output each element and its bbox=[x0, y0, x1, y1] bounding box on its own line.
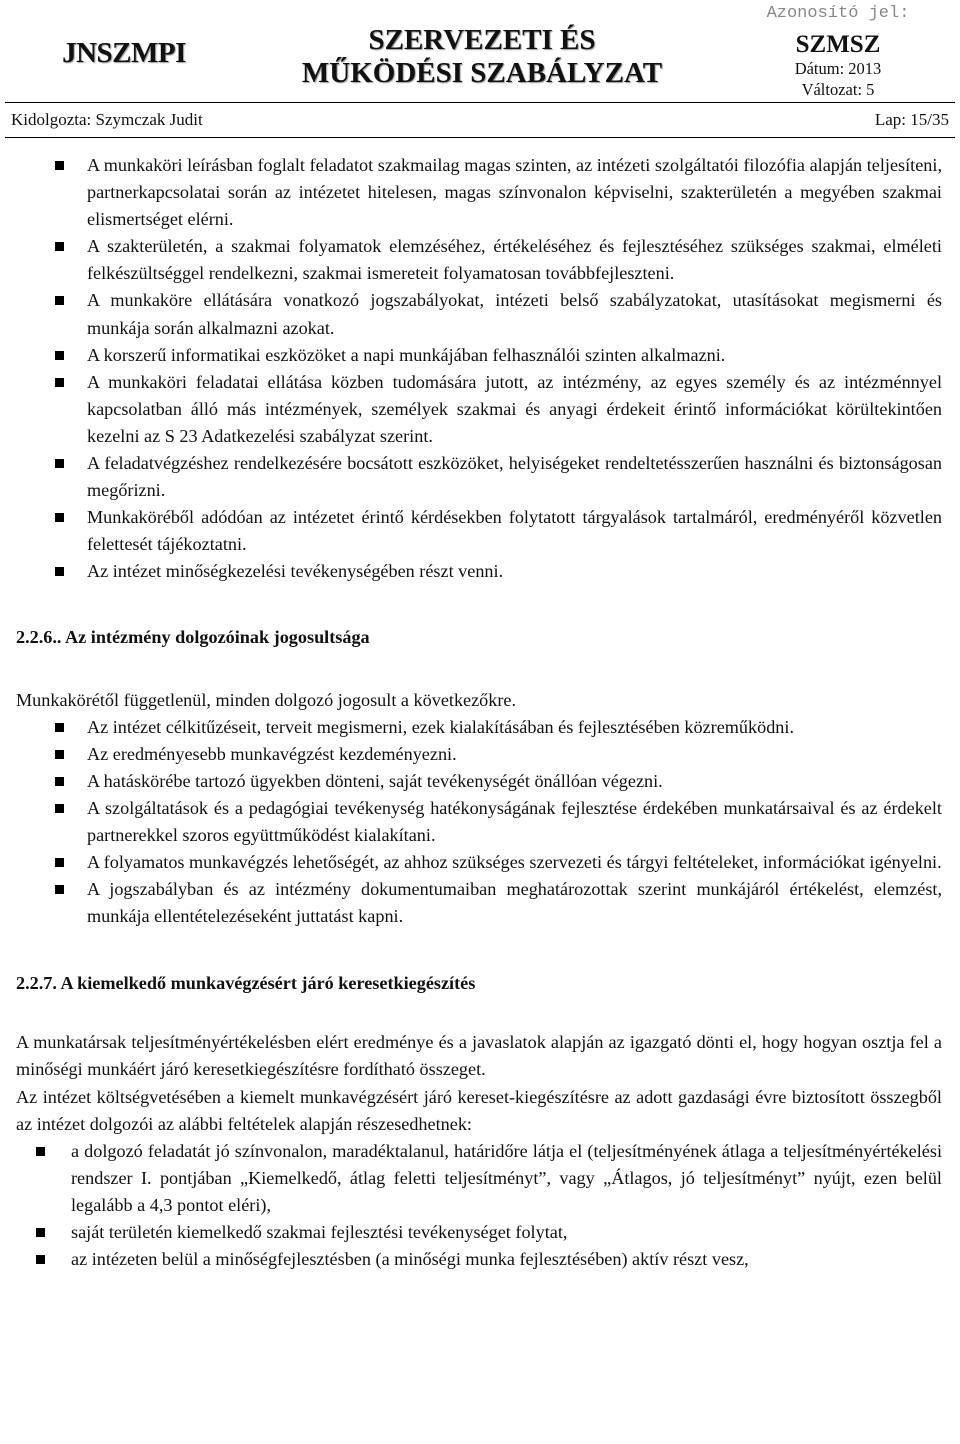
document-version: Változat: 5 bbox=[801, 79, 875, 99]
list-item: Az intézet minőségkezelési tevékenységében részt venni. bbox=[16, 558, 942, 585]
page-number: Lap: 15/35 bbox=[874, 110, 949, 129]
section-heading-rights: 2.2.6.. Az intézmény dolgozóinak jogosultsága bbox=[16, 626, 370, 647]
section-heading-bonus: 2.2.7. A kiemelkedő munkavégzésért járó keresetkiegészítés bbox=[16, 973, 476, 994]
list-item: A munkaköre ellátására vonatkozó jogszabályokat, intézeti belső szabályzatokat, utasításokat megismerni és munkája során alkalmazni azokat. bbox=[16, 287, 942, 341]
duties-list bbox=[16, 152, 942, 586]
list-item: Munkaköréből adódóan az intézetet érintő kérdésekben folytatott tárgyalások tartalmáról, eredményéről közvetlen felettesét tájékoztatni. bbox=[16, 504, 942, 558]
list-item: A szakterületén, a szakmai folyamatok elemzéséhez, értékeléséhez és fejlesztéséhez szükséges szakmai, elméleti felkészültséggel rendelkezni, szakmai ismereteit folyamatosan továbbfejleszteni. bbox=[16, 233, 942, 287]
list-item: A munkaköri feladatai ellátása közben tudomására jutott, az intézmény, az egyes személy és az intézménnyel kapcsolatban álló más intézmények, személyek szakmai és anyagi érdekeit érintő információkat körültekintően kezelni az S 23 Adatkezelési szabályzat szerint. bbox=[16, 369, 942, 450]
list-item: saját területén kiemelkedő szakmai fejlesztési tevékenységet folytat, bbox=[16, 1219, 942, 1246]
header-bottom-row bbox=[5, 103, 955, 138]
header-top-row bbox=[5, 4, 955, 103]
list-item: A folyamatos munkavégzés lehetőségét, az ahhoz szükséges szervezeti és tárgyi feltételeket, információkat igényelni. bbox=[16, 849, 942, 876]
rights-list bbox=[16, 714, 942, 931]
list-item: A korszerű informatikai eszközöket a napi munkájában felhasználói szinten alkalmazni. bbox=[16, 342, 942, 369]
page-header bbox=[5, 4, 955, 138]
author-label: Kidolgozta: Szymczak Judit bbox=[11, 110, 203, 129]
document-body bbox=[16, 152, 942, 1273]
bonus-paragraph-2: Az intézet költségvetésében a kiemelt munkavégzésért járó kereset-kiegészítésre az adott gazdasági évre biztosított összegből az intézet dolgozói az alábbi feltételek alapján részesedhetnek: bbox=[16, 1086, 942, 1134]
list-item: A szolgáltatások és a pedagógiai tevékenység hatékonyságának fejlesztése érdekében munkatársaival és az érdekelt partnerekkel szoros együttműködést kialakítani. bbox=[16, 795, 942, 849]
document-title-line-1: SZERVEZETI ÉS bbox=[368, 24, 596, 56]
list-item: A munkaköri leírásban foglalt feladatot szakmailag magas szinten, az intézeti szolgáltatói filozófia alapján teljesíteni, partnerkapcsolatai során az intézetet hitelesen, magas színvonalon képviselni, szakterületén a megyében szakmai elismertséget elérni. bbox=[16, 152, 942, 233]
list-item: Az intézet célkitűzéseit, terveit megismerni, ezek kialakításában és fejlesztésében közreműködni. bbox=[16, 714, 942, 741]
document-date: Dátum: 2013 bbox=[794, 58, 882, 78]
list-item: a dolgozó feladatát jó színvonalon, maradéktalanul, határidőre látja el (teljesítményének átlaga a teljesítményértékelési rendszer I. pontjában „Kiemelkedő, átlag feletti teljesítményt”, vagy „Átlagos, jó teljesítményt” nyújt, ezen belül legalább a 4,3 pontot eléri), bbox=[16, 1138, 942, 1219]
bonus-conditions-list bbox=[16, 1138, 942, 1273]
organization-name: JNSZMPI bbox=[62, 36, 186, 69]
list-item: Az eredményesebb munkavégzést kezdeményezni. bbox=[16, 741, 942, 768]
id-label: Azonosító jel: bbox=[766, 4, 910, 23]
document-id-block bbox=[721, 4, 955, 102]
list-item: A jogszabályban és az intézmény dokumentumaiban meghatározottak szerint munkájáról értékelést, elemzést, munkája ellentételezéseként juttatást kapni. bbox=[16, 876, 942, 930]
rights-intro: Munkakörétől függetlenül, minden dolgozó jogosult a következőkre. bbox=[16, 689, 517, 710]
document-code: SZMSZ bbox=[795, 30, 881, 58]
bonus-paragraph-1: A munkatársak teljesítményértékelésben elért eredménye és a javaslatok alapján az igazgató dönti el, hogy hogyan osztja fel a minőségi munkáért járó keresetkiegészítésre fordítható összeget. bbox=[16, 1032, 942, 1080]
document-title bbox=[243, 12, 721, 102]
list-item: az intézeten belül a minőségfejlesztésben (a minőségi munka fejlesztésében) aktív részt vesz, bbox=[16, 1246, 942, 1273]
list-item: A hatáskörébe tartozó ügyekben dönteni, saját tevékenységét önállóan végezni. bbox=[16, 768, 942, 795]
list-item: A feladatvégzéshez rendelkezésére bocsátott eszközöket, helyiségeket rendeltetésszerűen használni és biztonságosan megőrizni. bbox=[16, 450, 942, 504]
document-title-line-2: MŰKÖDÉSI SZABÁLYZAT bbox=[301, 57, 663, 89]
